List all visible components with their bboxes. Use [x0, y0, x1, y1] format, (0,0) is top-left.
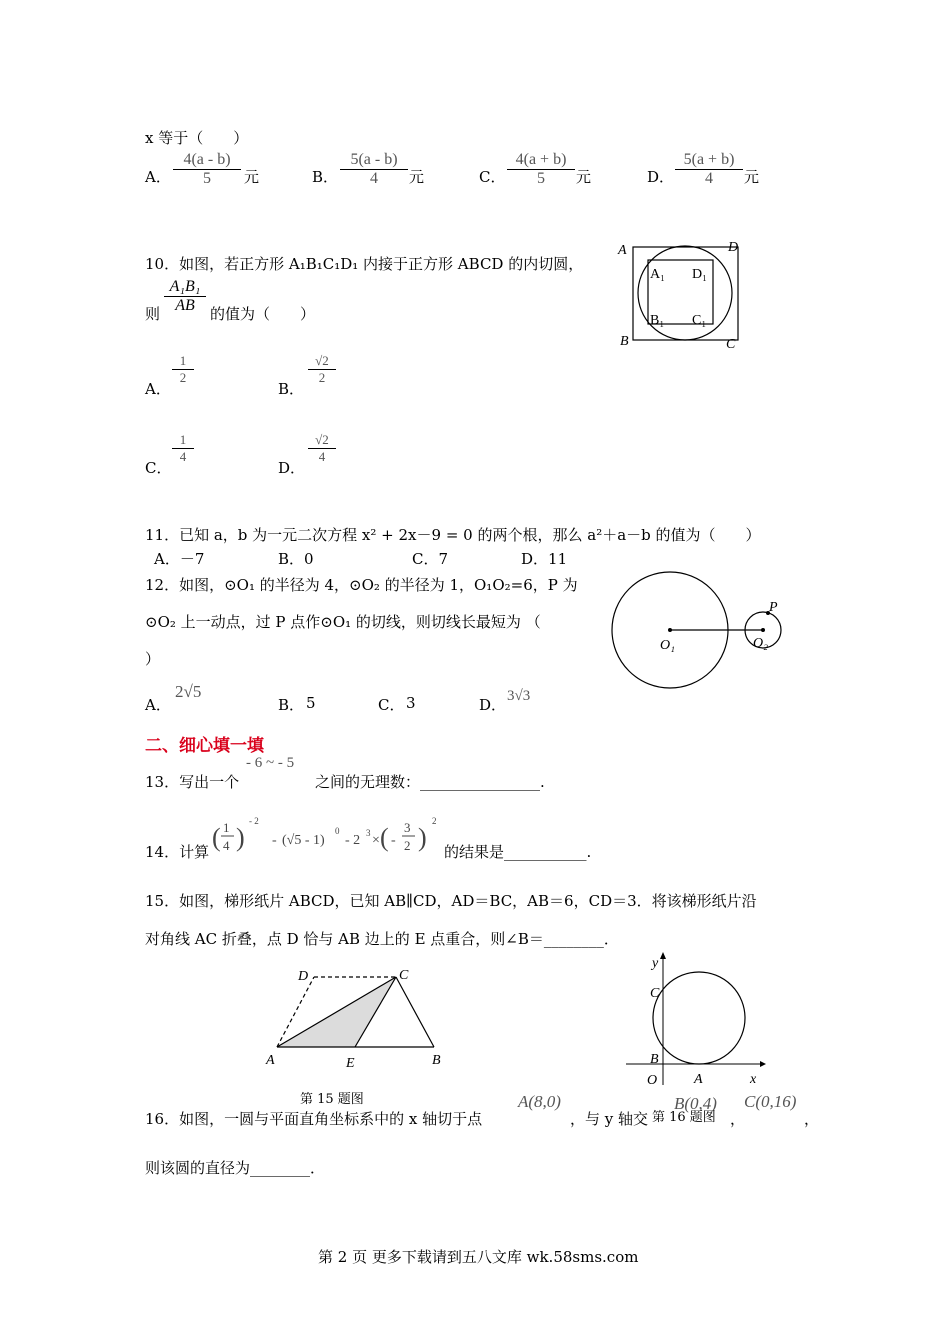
- q12-option-a-label: A．: [145, 696, 171, 714]
- q10-option-d-fraction: [308, 432, 336, 465]
- q10-d-num: √2: [308, 432, 336, 449]
- q14-minus1: -: [272, 833, 277, 848]
- q9-option-c-label: C．: [479, 168, 506, 186]
- q12-option-c-value: 3: [406, 694, 416, 712]
- q10-option-c-label: C．: [145, 459, 172, 477]
- label-C: C: [650, 986, 660, 1001]
- q14-times: ×: [372, 833, 380, 848]
- q14-frac1-num: 1: [223, 820, 230, 835]
- q16-line1a: 16．如图，一圆与平面直角坐标系中的 x 轴切于点: [145, 1110, 483, 1128]
- q9-d-num: 5(a + b): [675, 151, 743, 170]
- label-O2: O₂: [753, 636, 768, 651]
- q12-line2: ⊙O₂ 上一动点，过 P 点作⊙O₁ 的切线，则切线长最短为 （: [145, 613, 541, 631]
- q10-frac-num: A₁B₁: [164, 278, 206, 297]
- section-title: 二、细心填一填: [145, 736, 264, 756]
- q15-caption: 第 15 题图: [300, 1092, 364, 1107]
- q11-option-c: C．7: [412, 550, 449, 568]
- outer-square: [633, 247, 738, 340]
- q11-option-b: B．0: [278, 550, 314, 568]
- paren-right: ): [236, 823, 245, 852]
- q10-option-b-fraction: [308, 353, 336, 386]
- q12-option-c-label: C．: [378, 696, 405, 714]
- q16-caption: 第 16 题图: [652, 1110, 716, 1125]
- q9-d-unit: 元: [744, 168, 760, 186]
- q10-option-c-fraction: [172, 432, 194, 465]
- q12-figure: [605, 565, 800, 695]
- q12-option-b-label: B．: [278, 696, 305, 714]
- label-C: C: [726, 337, 736, 352]
- label-A1: A₁: [650, 267, 665, 282]
- q12-option-d-value: 3√3: [507, 688, 531, 704]
- q10-option-a-label: A．: [145, 380, 171, 398]
- q12-option-b-value: 5: [306, 694, 316, 712]
- q14-frac2-den: 2: [404, 838, 411, 853]
- q9-option-d-fraction: [675, 151, 743, 188]
- circle: [653, 972, 745, 1064]
- q14-frac2-num: 3: [404, 820, 411, 835]
- q12-line1: 12．如图，⊙O₁ 的半径为 4，⊙O₂ 的半径为 1，O₁O₂=6，P 为: [145, 576, 578, 594]
- label-O: O: [647, 1073, 658, 1088]
- q14-exp4: 2: [432, 816, 437, 826]
- q9-d-den: 4: [705, 170, 713, 187]
- q16-figure: [620, 945, 770, 1090]
- label-x: x: [750, 1072, 757, 1087]
- q9-c-den: 5: [537, 170, 545, 187]
- label-A: A: [694, 1072, 703, 1087]
- y-axis-arrow: [660, 952, 666, 959]
- q16-point-a: A(8,0): [518, 1092, 561, 1111]
- q15-figure: [260, 965, 455, 1070]
- q9-c-num: 4(a + b): [507, 151, 575, 170]
- label-D: D: [298, 969, 309, 984]
- q11-stem: 11．已知 a，b 为一元二次方程 x² + 2x－9 = 0 的两个根，那么 a²＋a－b 的值为（ ）: [145, 526, 761, 544]
- q12-line3: ）: [145, 650, 161, 668]
- q10-then: 则: [145, 305, 161, 323]
- q12-option-a-value: 2√5: [175, 682, 202, 701]
- q10-figure: [610, 235, 750, 355]
- q10-frac-den: AB: [175, 297, 195, 314]
- label-D1: D₁: [692, 267, 707, 282]
- q9-a-den: 5: [203, 170, 211, 187]
- q14-suffix: 的结果是___________.: [444, 843, 592, 861]
- label-y: y: [652, 956, 659, 971]
- q9-stem: x 等于（ ）: [145, 129, 249, 147]
- q9-b-num: 5(a - b): [340, 151, 408, 170]
- q9-c-unit: 元: [576, 168, 592, 186]
- q13-suffix: 之间的无理数：________________.: [315, 773, 545, 791]
- q10-c-den: 4: [179, 449, 187, 464]
- q9-option-b-label: B．: [312, 168, 339, 186]
- q15-line1: 15．如图，梯形纸片 ABCD，已知 AB∥CD，AD＝BC，AB＝6，CD＝3．将该梯形纸片沿: [145, 892, 757, 910]
- q16-comma2: ，: [804, 1110, 820, 1128]
- q10-tail: 的值为（ ）: [210, 305, 316, 323]
- q9-option-d-label: D．: [647, 168, 675, 186]
- paren2-left: (: [380, 823, 389, 852]
- q16-line1b: ，与 y 轴交: [570, 1110, 649, 1128]
- point-O2: [761, 628, 765, 632]
- point-O1: [668, 628, 672, 632]
- q13-prefix: 13．写出一个: [145, 773, 240, 791]
- q14-neg: -: [391, 833, 396, 848]
- q9-b-den: 4: [370, 170, 378, 187]
- q14-term2: (√5 - 1): [282, 833, 325, 848]
- label-A: A: [266, 1053, 275, 1068]
- q16-point-c: C(0,16): [744, 1092, 797, 1111]
- q15-line2: 对角线 AC 折叠，点 D 恰与 AB 边上的 E 点重合，则∠B＝________．: [145, 930, 619, 948]
- label-C1: C₁: [692, 313, 707, 328]
- q10-a-num: 1: [172, 353, 194, 370]
- q9-option-b-fraction: [340, 151, 408, 188]
- label-B1: B₁: [650, 313, 665, 328]
- label-C: C: [399, 968, 409, 983]
- q10-b-den: 2: [318, 370, 326, 385]
- q10-line1: 10．如图，若正方形 A₁B₁C₁D₁ 内接于正方形 ABCD 的内切圆，: [145, 255, 584, 273]
- q16-comma1: ，: [730, 1110, 746, 1128]
- q14-exp3: 3: [366, 828, 371, 838]
- q13-expression: - 6 ~ - 5: [246, 755, 295, 771]
- paren2-right: ): [418, 823, 427, 852]
- q16-point-b: B(0,4): [674, 1094, 717, 1113]
- q10-option-a-fraction: [172, 353, 194, 386]
- q14-term3: - 2: [345, 833, 361, 848]
- q9-option-a-label: A．: [145, 168, 171, 186]
- q9-a-num: 4(a - b): [173, 151, 241, 170]
- label-B: B: [650, 1052, 659, 1067]
- label-A: A: [618, 243, 627, 258]
- q10-a-den: 2: [179, 370, 187, 385]
- label-O1: O₁: [660, 638, 675, 653]
- q9-a-unit: 元: [244, 168, 260, 186]
- paren-left: (: [212, 823, 221, 852]
- q11-option-a: A．－7: [154, 550, 205, 568]
- q9-option-a-fraction: [173, 151, 241, 188]
- label-B: B: [620, 334, 629, 349]
- page-footer: 第 2 页 更多下载请到五八文库 wk.58sms.com: [318, 1248, 639, 1266]
- q10-ratio-fraction: [164, 278, 206, 315]
- q16-line2: 则该圆的直径为________．: [145, 1159, 326, 1177]
- q14-exp1: - 2: [249, 816, 259, 826]
- label-P: P: [769, 600, 778, 615]
- q10-option-d-label: D．: [278, 459, 306, 477]
- segment-CB: [396, 977, 434, 1047]
- x-axis-arrow: [760, 1061, 766, 1067]
- label-B: B: [432, 1053, 441, 1068]
- q10-b-num: √2: [308, 353, 336, 370]
- q10-c-num: 1: [172, 432, 194, 449]
- q10-option-b-label: B．: [278, 380, 305, 398]
- q14-expression: [210, 812, 440, 862]
- q14-exp2: 0: [335, 826, 340, 836]
- label-E: E: [346, 1056, 355, 1070]
- q10-d-den: 4: [318, 449, 326, 464]
- q9-option-c-fraction: [507, 151, 575, 188]
- label-D: D: [728, 240, 739, 255]
- q12-option-d-label: D．: [479, 696, 507, 714]
- q11-option-d: D．11: [521, 550, 568, 568]
- q14-frac1-den: 4: [223, 838, 230, 853]
- q14-prefix: 14．计算: [145, 843, 210, 861]
- q9-b-unit: 元: [409, 168, 425, 186]
